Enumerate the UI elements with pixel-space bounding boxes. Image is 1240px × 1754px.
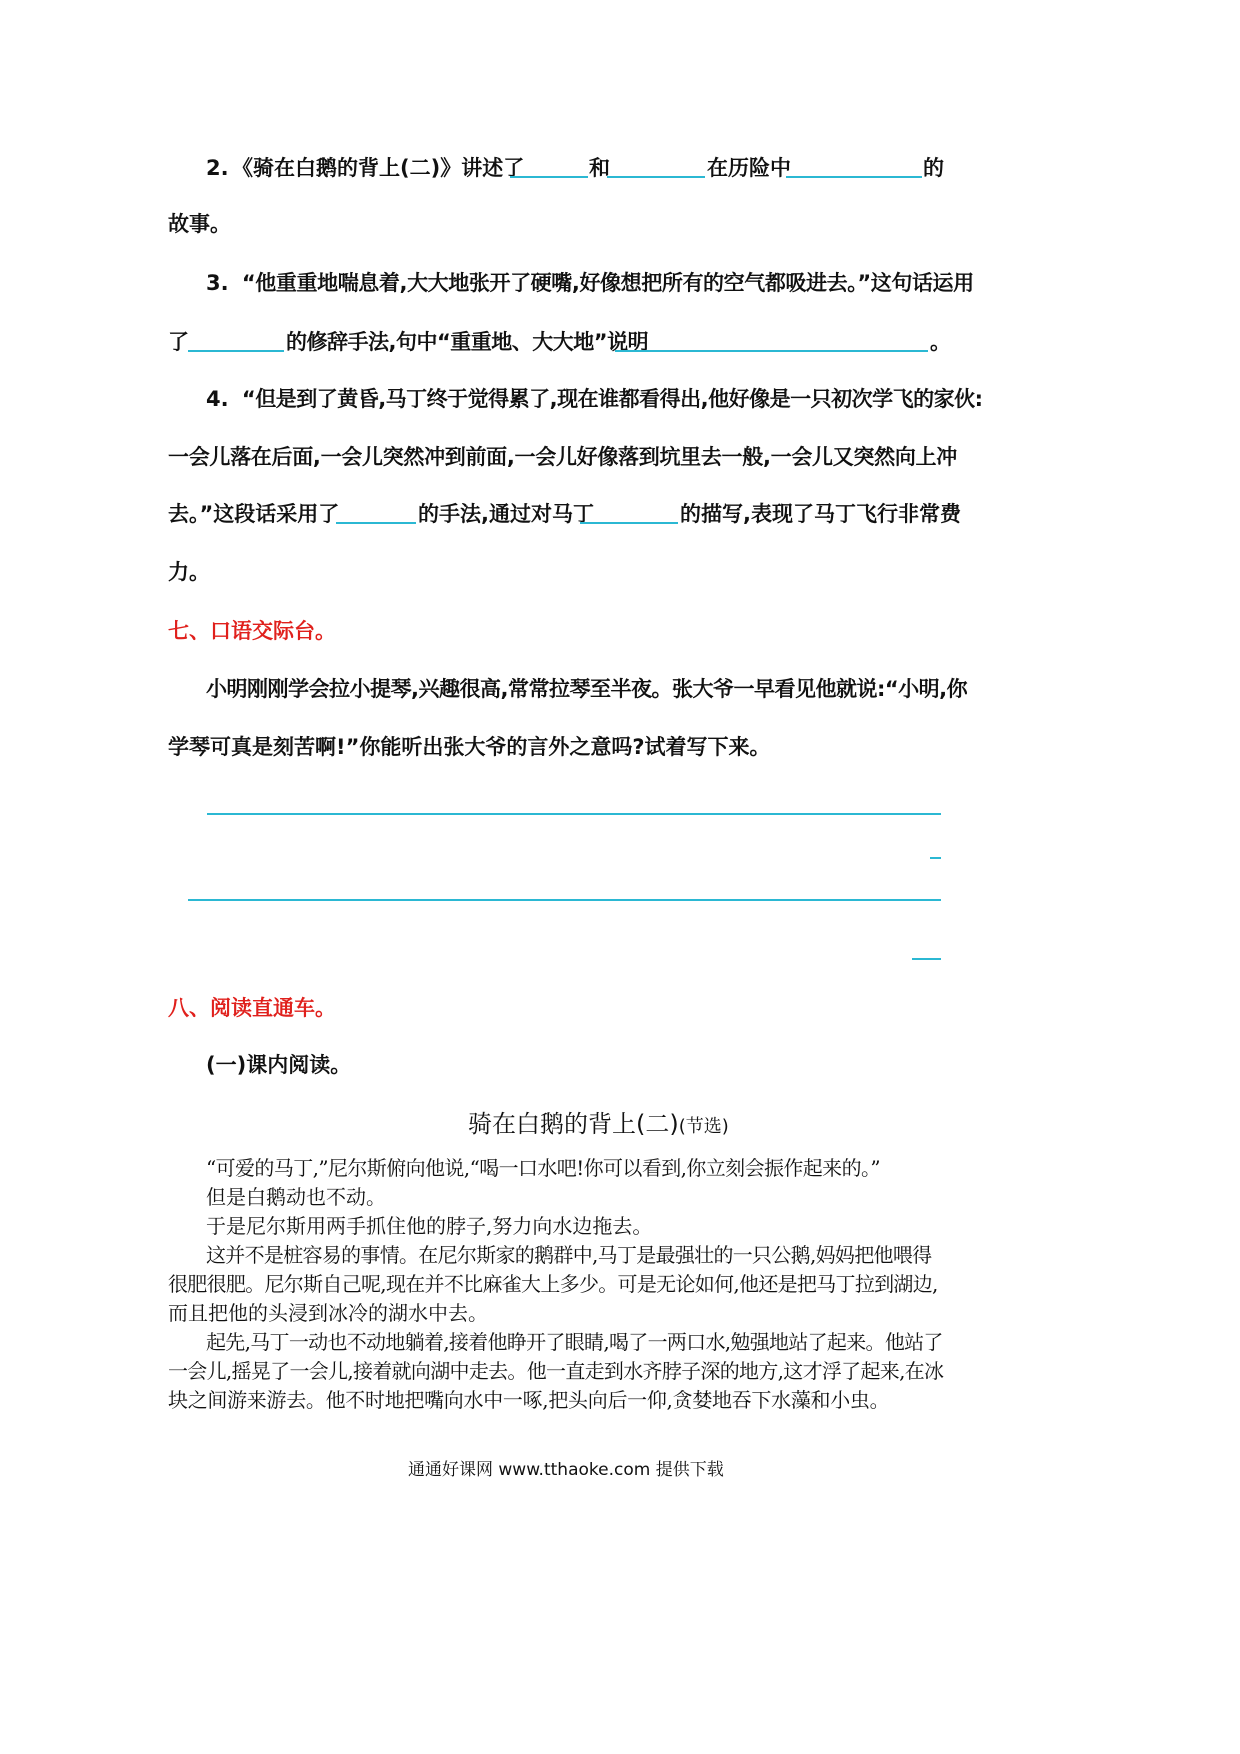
passage-line: 起先,马丁一动也不动地躺着,接着他睁开了眼睛,喝了一两口水,勉强地站了起来。他站了 — [206, 1330, 943, 1354]
passage-title-text: 骑在白鹅的背上(二) — [468, 1110, 679, 1138]
question-number: 2. — [206, 156, 229, 180]
question-text: 去。”这段话采用了 — [168, 502, 340, 526]
question-text: “他重重地喘息着,大大地张开了硬嘴,好像想把所有的空气都吸进去。”这句话运用 — [241, 271, 974, 295]
passage-title-note: (节选) — [678, 1116, 729, 1137]
page-footer: 通通好课网 www.tthaoke.com 提供下载 — [408, 1460, 724, 1480]
answer-writing-line[interactable] — [207, 813, 941, 815]
answer-blank[interactable] — [607, 158, 705, 178]
section-8-subheading: (一)课内阅读。 — [206, 1053, 352, 1077]
answer-blank[interactable] — [580, 504, 678, 524]
section-7-heading: 七、口语交际台。 — [168, 619, 336, 643]
question-text: 和 — [589, 156, 610, 180]
answer-blank[interactable] — [786, 158, 922, 178]
passage-line: “可爱的马丁,”尼尔斯俯向他说,“喝一口水吧!你可以看到,你立刻会振作起来的。” — [206, 1156, 881, 1180]
question-4-line-4: 力。 — [168, 560, 210, 584]
answer-writing-line[interactable] — [912, 958, 941, 960]
question-text: 的描写,表现了马丁飞行非常费 — [680, 502, 961, 526]
question-4-line-1 — [206, 385, 983, 413]
question-number: 4. — [206, 387, 229, 411]
question-number: 3. — [206, 271, 229, 295]
question-text: 的 — [923, 156, 944, 180]
question-text: 《骑在白鹅的背上(二)》讲述了 — [232, 156, 525, 180]
passage-line: 块之间游来游去。他不时地把嘴向水中一啄,把头向后一仰,贪婪地吞下水藻和小虫。 — [168, 1388, 890, 1412]
question-text: 的修辞手法,句中“重重地、大大地”说明 — [286, 330, 649, 354]
answer-blank[interactable] — [188, 332, 284, 352]
section-7-paragraph-line-1: 小明刚刚学会拉小提琴,兴趣很高,常常拉琴至半夜。张大爷一早看见他就说:“小明,你 — [206, 677, 968, 701]
answer-blank[interactable] — [510, 158, 588, 178]
passage-line: 一会儿,摇晃了一会儿,接着就向湖中走去。他一直走到水齐脖子深的地方,这才浮了起来,在冰 — [168, 1359, 944, 1383]
question-text: 。 — [930, 330, 951, 354]
passage-line: 很肥很肥。尼尔斯自己呢,现在并不比麻雀大上多少。可是无论如何,他还是把马丁拉到湖边, — [168, 1272, 938, 1296]
passage-line: 但是白鹅动也不动。 — [206, 1185, 386, 1209]
question-text: “但是到了黄昏,马丁终于觉得累了,现在谁都看得出,他好像是一只初次学飞的家伙: — [241, 387, 983, 411]
answer-writing-line[interactable] — [188, 899, 941, 901]
passage-line: 这并不是桩容易的事情。在尼尔斯家的鹅群中,马丁是最强壮的一只公鹅,妈妈把他喂得 — [206, 1243, 932, 1267]
question-text: 在历险中 — [707, 156, 791, 180]
question-text: 了 — [168, 330, 189, 354]
section-8-heading: 八、阅读直通车。 — [168, 996, 336, 1020]
answer-blank[interactable] — [336, 504, 416, 524]
question-2-line-2: 故事。 — [168, 212, 231, 236]
passage-line: 于是尼尔斯用两手抓住他的脖子,努力向水边拖去。 — [206, 1214, 653, 1238]
reading-passage-title — [468, 1110, 729, 1141]
answer-writing-line[interactable] — [930, 857, 941, 859]
question-text: 的手法,通过对马丁 — [418, 502, 594, 526]
section-7-paragraph-line-2: 学琴可真是刻苦啊!”你能听出张大爷的言外之意吗?试着写下来。 — [168, 735, 771, 759]
question-3-line-1 — [206, 269, 974, 297]
question-4-line-2: 一会儿落在后面,一会儿突然冲到前面,一会儿好像落到坑里去一般,一会儿又突然向上冲 — [168, 445, 957, 469]
passage-line: 而且把他的头浸到冰冷的湖水中去。 — [168, 1301, 488, 1325]
answer-blank[interactable] — [615, 332, 928, 352]
